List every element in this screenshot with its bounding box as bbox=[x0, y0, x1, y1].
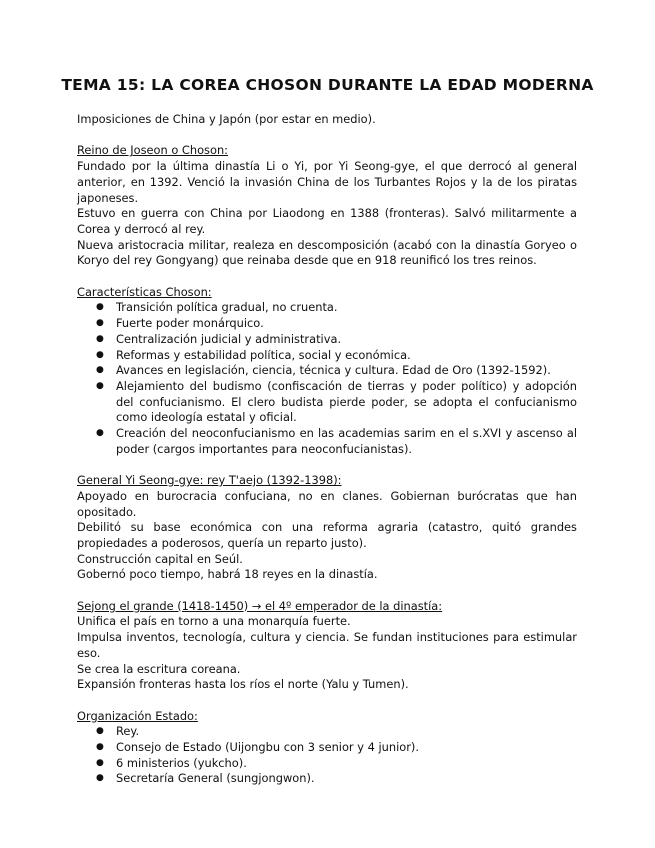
section-heading-reino: Reino de Joseon o Choson: bbox=[77, 143, 229, 158]
list-item: ● Transición política gradual, no cruenta. bbox=[77, 300, 577, 316]
document-title: TEMA 15: LA COREA CHOSON DURANTE LA EDAD MODERNA bbox=[61, 76, 594, 94]
list-item: ● Avances en legislación, ciencia, técnica y cultura. Edad de Oro (1392-1592). bbox=[77, 363, 577, 379]
sejong-paragraph: Impulsa inventos, tecnología, cultura y ciencia. Se fundan instituciones para estimular eso. bbox=[77, 630, 577, 660]
sejong-paragraph: Unifica el país en torno a una monarquía fuerte. bbox=[77, 614, 351, 629]
document-body bbox=[77, 112, 577, 787]
list-item: ● Rey. bbox=[77, 724, 577, 740]
list-item: ● Fuerte poder monárquico. bbox=[77, 316, 577, 332]
list-item: ● Centralización judicial y administrativa. bbox=[77, 332, 577, 348]
section-heading-general: General Yi Seong-gye: rey T'aejo (1392-1398): bbox=[77, 473, 342, 488]
sejong-paragraph: Expansión fronteras hasta los ríos el norte (Yalu y Tumen). bbox=[77, 677, 409, 692]
general-paragraph: Construcción capital en Seúl. bbox=[77, 551, 243, 566]
list-item: ● Alejamiento del budismo (confiscación de tierras y poder político) y adopción del confucianismo. El clero budista pierde poder, se adopta el confucianismo como ideología estatal y oficial. bbox=[77, 379, 577, 426]
section-heading-caracteristicas: Características Choson: bbox=[77, 284, 212, 299]
intro-text: Imposiciones de China y Japón (por estar en medio). bbox=[77, 112, 376, 126]
reino-paragraph: Estuvo en guerra con China por Liaodong en 1388 (fronteras). Salvó militarmente a Corea y derrocó al rey. bbox=[77, 206, 577, 236]
organizacion-list bbox=[77, 724, 577, 787]
general-paragraph: Debilitó su base económica con una reforma agraria (catastro, quitó grandes propiedades a poderosos, quería un reparto justo). bbox=[77, 520, 577, 550]
list-item: ● Consejo de Estado (Uijongbu con 3 senior y 4 junior). bbox=[77, 740, 577, 756]
list-item: ● Creación del neoconfucianismo en las academias sarim en el s.XVI y ascenso al poder (cargos importantes para neoconfucianistas). bbox=[77, 426, 577, 457]
sejong-paragraph: Se crea la escritura coreana. bbox=[77, 661, 241, 676]
section-heading-organizacion: Organización Estado: bbox=[77, 708, 198, 723]
section-heading-sejong: Sejong el grande (1418-1450) → el 4º emperador de la dinastía: bbox=[77, 598, 443, 613]
reino-paragraph: Fundado por la última dinastía Li o Yi, por Yi Seong-gye, el que derrocó al general anterior, en 1392. Venció la invasión China de los Turbantes Rojos y la de los piratas japoneses. bbox=[77, 159, 577, 205]
general-paragraph: Apoyado en burocracia confuciana, no en clanes. Gobiernan burócratas que han opositado. bbox=[77, 488, 577, 519]
general-paragraph: Gobernó poco tiempo, habrá 18 reyes en la dinastía. bbox=[77, 567, 378, 582]
reino-paragraph: Nueva aristocracia militar, realeza en descomposición (acabó con la dinastía Goryeo o Koryo del rey Gongyang) que reinaba desde que en 918 reunificó los tres reinos. bbox=[77, 237, 577, 268]
list-item: ● 6 ministerios (yukcho). bbox=[77, 756, 577, 772]
list-item: ● Secretaría General (sungjongwon). bbox=[77, 771, 577, 787]
caracteristicas-list bbox=[77, 300, 577, 457]
list-item: ● Reformas y estabilidad política, social y económica. bbox=[77, 348, 577, 364]
